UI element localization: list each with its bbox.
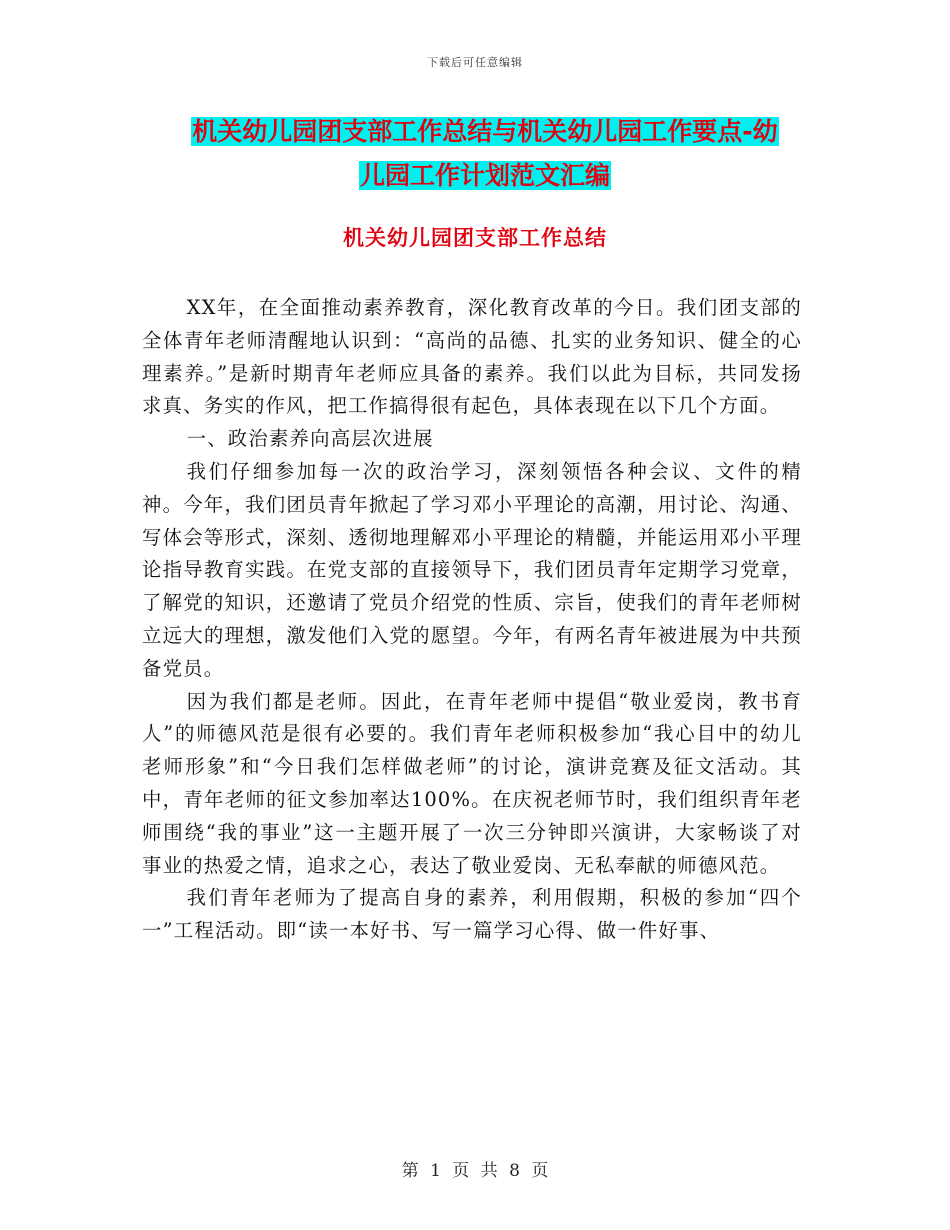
document-title — [140, 110, 830, 198]
header-note: 下载后可任意编辑 — [427, 56, 523, 69]
section-title: 机关幼儿园团支部工作总结 — [343, 226, 607, 250]
paragraph: 我们仔细参加每一次的政治学习，深刻领悟各种会议、文件的精神。今年，我们团员青年掀起了学习邓小平理论的高潮，用讨论、沟通、写体会等形式，深刻、透彻地理解邓小平理论的精髓，并能运用邓小平理论指导教育实践。在党支部的直接领导下，我们团员青年定期学习党章，了解党的知识，还邀请了党员介绍党的性质、宗旨，使我们的青年老师树立远大的理想，激发他们入党的愿望。今年，有两名青年被进展为中共预备党员。 — [142, 459, 802, 680]
paragraph: 我们青年老师为了提高自身的素养，利用假期，积极的参加“四个一”工程活动。即“读一本好书、写一篇学习心得、做一件好事、 — [142, 886, 802, 943]
title-line-1: 机关幼儿园团支部工作总结与机关幼儿园工作要点-幼 — [192, 117, 778, 146]
body-text — [142, 292, 802, 948]
paragraph: XX年，在全面推动素养教育，深化教育改革的今日。我们团支部的全体青年老师清醒地认识到：“高尚的品德、扎实的业务知识、健全的心理素养。”是新时期青年老师应具备的素养。我们以此为目标，共同发扬求真、务实的作风，把工作搞得很有起色，具体表现在以下几个方面。 — [142, 296, 802, 418]
page-footer: 第 1 页 共 8 页 — [401, 1161, 549, 1181]
title-line-2: 儿园工作计划范文汇编 — [359, 161, 610, 190]
paragraph: 因为我们都是老师。因此，在青年老师中提倡“敬业爱岗，教书育人”的师德风范是很有必要的。我们青年老师积极参加“我心目中的幼儿老师形象”和“今日我们怎样做老师”的讨论，演讲竞赛及征文活动。其中，青年老师的征文参加率达100%。在庆祝老师节时，我们组织青年老师围绕“我的事业”这一主题开展了一次三分钟即兴演讲，大家畅谈了对事业的热爱之情，追求之心，表达了敬业爱岗、无私奉献的师德风范。 — [142, 689, 802, 877]
paragraph-heading: 一、政治素养向高层次进展 — [186, 427, 434, 451]
